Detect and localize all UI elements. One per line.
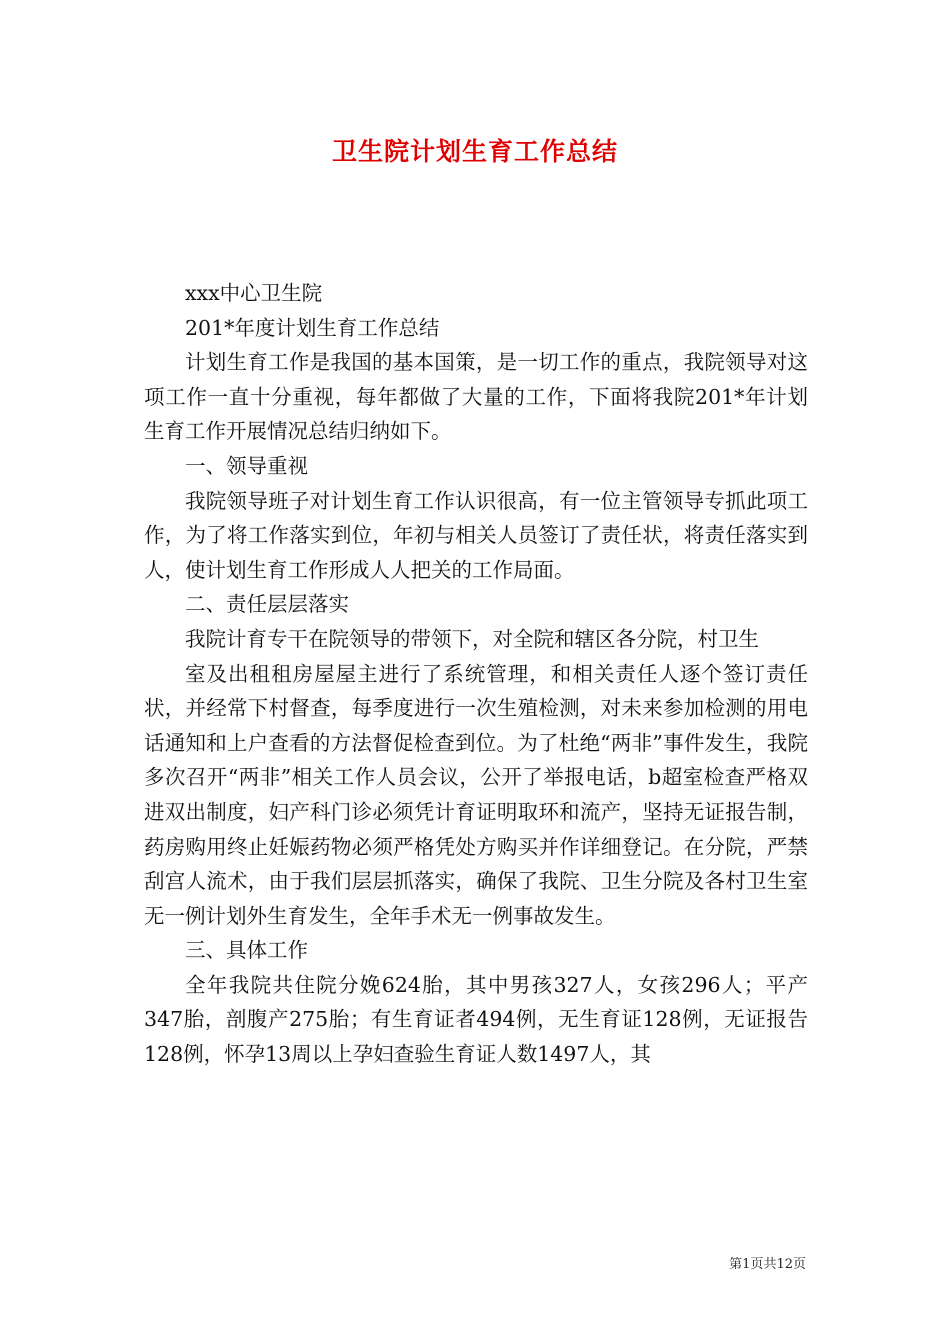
paragraph-responsibility-part2: 室及出租租房屋屋主进行了系统管理，和相关责任人逐个签订责任状，并经常下村督查，每季度进行一次生殖检测，对未来参加检测的用电话通知和上户查看的方法督促检查到位。为了杜绝“两非”事件发生，我院多次召开“两非”相关工作人员会议，公开了举报电话，b超室检查严格双进双出制度，妇产科门诊必须凭计育证明取环和流产，坚持无证报告制，药房购用终止妊娠药物必须严格凭处方购买并作详细登记。在分院，严禁刮宫人流术，由于我们层层抓落实，确保了我院、卫生分院及各村卫生室无一例计划外生育发生，全年手术无一例事故发生。 — [144, 661, 808, 928]
paragraph-specific-work: 全年我院共住院分娩624胎，其中男孩327人，女孩296人；平产347胎，剖腹产275胎；有生育证者494例，无生育证128例，无证报告128例，怀孕13周以上孕妇查验生育证人数1497人，其 — [144, 972, 808, 1067]
section-heading-specific-work: 三、具体工作 — [185, 938, 308, 963]
paragraph-org-name: xxx中心卫生院 — [185, 281, 323, 305]
paragraph-leadership: 我院领导班子对计划生育工作认识很高，有一位主管领导专抓此项工作，为了将工作落实到位，年初与相关人员签订了责任状，将责任落实到人，使计划生育工作形成人人把关的工作局面。 — [144, 488, 808, 582]
section-heading-leadership: 一、领导重视 — [185, 453, 308, 478]
paragraph-intro: 计划生育工作是我国的基本国策，是一切工作的重点，我院领导对这项工作一直十分重视，每年都做了大量的工作，下面将我院201*年计划生育工作开展情况总结归纳如下。 — [144, 350, 808, 444]
document-title: 卫生院计划生育工作总结 — [331, 137, 618, 166]
document-body — [144, 276, 808, 1072]
section-heading-responsibility: 二、责任层层落实 — [185, 592, 349, 617]
page-number: 第1页共12页 — [729, 1257, 806, 1272]
paragraph-responsibility-part1: 我院计育专干在院领导的带领下，对全院和辖区各分院，村卫生 — [185, 626, 759, 651]
paragraph-report-heading: 201*年度计划生育工作总结 — [185, 315, 440, 340]
